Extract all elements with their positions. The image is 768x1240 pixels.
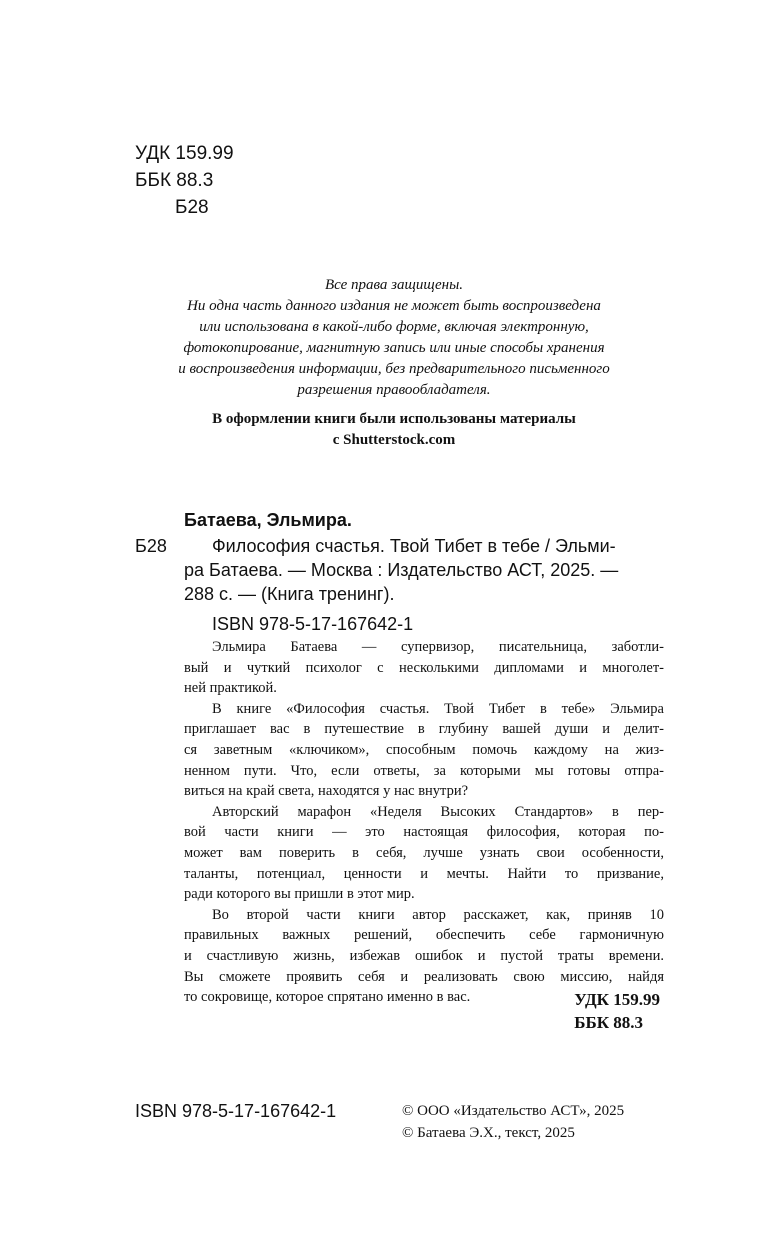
bbk-code-right: ББК 88.3 (574, 1013, 644, 1032)
annotation-line: вый и чуткий психолог с несколькими дипломами и многолет- (184, 659, 664, 676)
classification-codes-right (574, 988, 660, 1034)
annotation-line: Авторский марафон «Неделя Высоких Стандартов» в пер- (212, 803, 664, 820)
annotation-line: вой части книги — это настоящая философия, которая по- (184, 824, 664, 841)
copyright-line: © ООО «Издательство АСТ», 2025 (402, 1103, 625, 1119)
bbk-code: ББК 88.3 (135, 170, 214, 191)
bibliographic-description (184, 534, 664, 606)
annotation-paragraph (184, 802, 664, 905)
annotation-line: В книге «Философия счастья. Твой Тибет в тебе» Эльмира (212, 700, 664, 717)
udk-code: УДК 159.99 (135, 143, 234, 164)
bibliographic-author-mark: Б28 (135, 536, 167, 556)
annotation-line: Эльмира Батаева — супервизор, писательница, заботли- (212, 639, 664, 655)
annotation-line: Во второй части книги автор расскажет, как, приняв 10 (212, 906, 664, 923)
rights-line: Все права защищены. (324, 277, 464, 293)
annotation-line: ради которого вы пришли в этот мир. (184, 886, 415, 903)
annotation-line: ней практикой. (184, 680, 277, 697)
bibliographic-line: 288 с. — (Книга тренинг). (184, 584, 395, 604)
udk-code-right: УДК 159.99 (574, 990, 660, 1009)
author-mark: Б28 (175, 197, 209, 218)
annotation-line: Вы сможете проявить себя и реализовать свою миссию, найдя (184, 968, 664, 985)
bibliographic-line: ра Батаева. — Москва : Издательство АСТ, 2025. — (184, 560, 619, 580)
annotation (184, 637, 664, 1008)
annotation-line: и счастливую жизнь, избежав ошибок и пустой траты времени. (184, 947, 664, 964)
annotation-line: может вам поверить в себя, лучше узнать свои особенности, (184, 844, 664, 861)
copyright-line: © Батаева Э.Х., текст, 2025 (402, 1125, 575, 1141)
bibliographic-line: Философия счастья. Твой Тибет в тебе / Эльми- (212, 536, 616, 556)
rights-line: Ни одна часть данного издания не может быть воспроизведена (187, 298, 601, 314)
rights-line: разрешения правообладателя. (297, 382, 491, 398)
rights-line: и воспроизведения информации, без предварительного письменного (178, 361, 610, 377)
isbn-bibliographic: ISBN 978-5-17-167642-1 (212, 614, 414, 634)
annotation-line: приглашает вас в путешествие в глубину вашей души и делит- (184, 721, 664, 738)
rights-notice (120, 275, 668, 401)
annotation-paragraph (184, 699, 664, 802)
classification-codes (135, 140, 234, 221)
isbn-footer: ISBN 978-5-17-167642-1 (135, 1101, 337, 1121)
annotation-line: ся заветным «ключиком», способным помочь каждому на жиз- (184, 741, 664, 758)
copyright-notice (402, 1100, 624, 1144)
materials-notice (120, 409, 668, 451)
materials-line: с Shutterstock.com (332, 432, 456, 448)
annotation-line: правильных важных решений, обеспечить себе гармоничную (184, 927, 664, 944)
author-heading: Батаева, Эльмира. (184, 510, 352, 530)
materials-line: В оформлении книги были использованы материалы (212, 411, 576, 427)
annotation-paragraph (184, 637, 664, 699)
annotation-line: ненном пути. Что, если ответы, за которыми мы готовы отпра- (184, 762, 664, 779)
rights-line: фотокопирование, магнитную запись или иные способы хранения (183, 340, 605, 356)
rights-line: или использована в какой-либо форме, включая электронную, (199, 319, 589, 335)
annotation-line: виться на край света, находятся у нас внутри? (184, 783, 469, 800)
annotation-line: то сокровище, которое спрятано именно в вас. (184, 989, 471, 1006)
annotation-line: таланты, потенциал, ценности и мечты. Найти то призвание, (184, 865, 664, 882)
